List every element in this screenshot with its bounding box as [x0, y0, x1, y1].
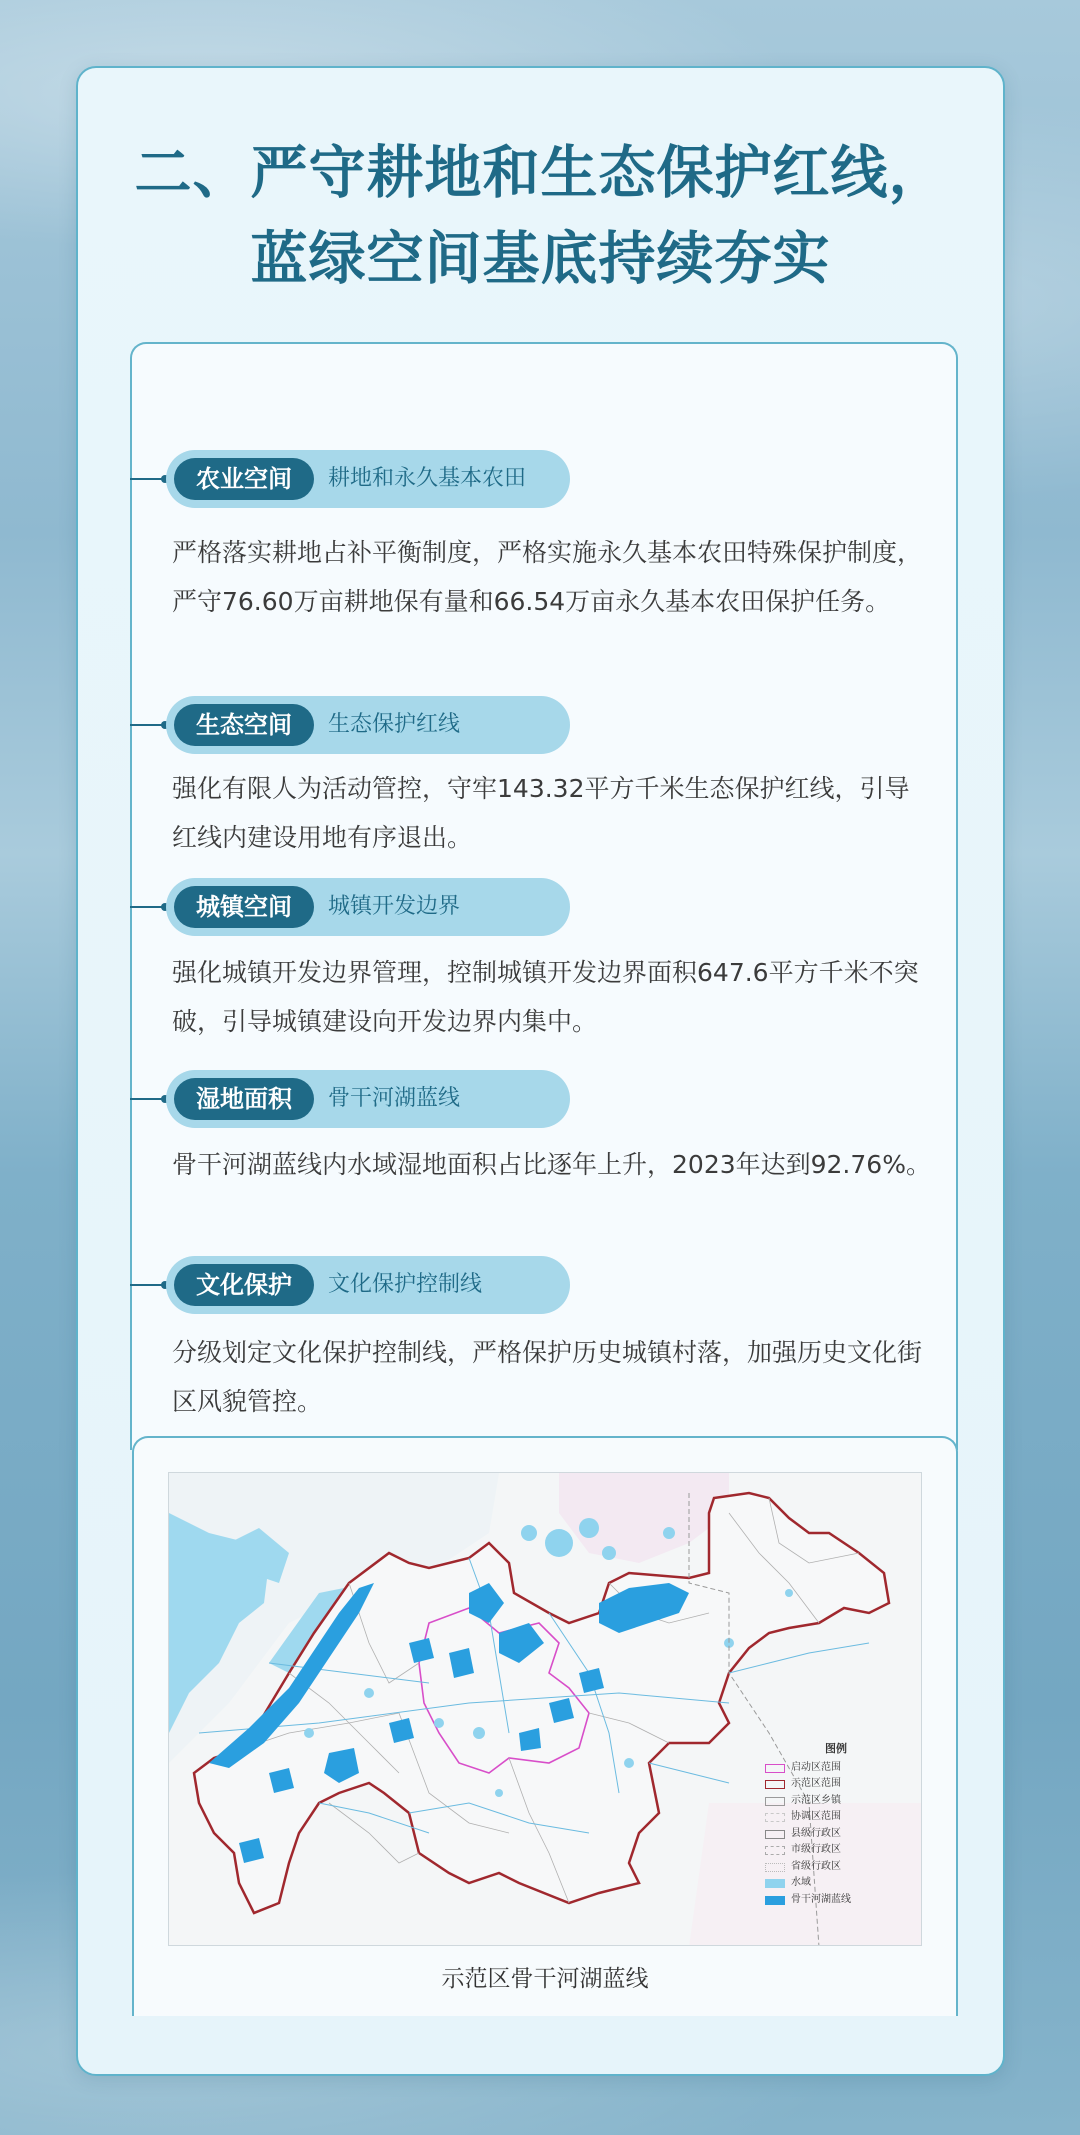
section-label: 文化保护 [174, 1264, 314, 1306]
legend-swatch [765, 1879, 785, 1888]
section-pill [166, 878, 570, 936]
legend-item: 启动区范围 [761, 1760, 911, 1777]
legend-item: 示范区乡镇 [761, 1793, 911, 1810]
page-title-line-2: 蓝绿空间基底持续夯实 [250, 226, 831, 292]
section-label: 城镇空间 [174, 886, 314, 928]
legend-title: 图例 [825, 1742, 847, 1755]
section-pill [166, 450, 570, 508]
section-pill [166, 1070, 570, 1128]
info-sheet [76, 66, 1005, 2076]
section-subtitle: 生态保护红线 [328, 712, 461, 737]
section-label: 生态空间 [174, 704, 314, 746]
map-legend [761, 1741, 911, 1908]
legend-item: 协调区范围 [761, 1809, 911, 1826]
map-card [132, 1436, 958, 2016]
section-pill [166, 1256, 570, 1314]
connector-dot [130, 906, 166, 908]
section-subtitle: 耕地和永久基本农田 [328, 466, 527, 491]
section-body: 骨干河湖蓝线内水域湿地面积占比逐年上升，2023年达到92.76%。 [172, 1150, 931, 1179]
section-label: 湿地面积 [174, 1078, 314, 1120]
page-title [78, 130, 1003, 302]
page-title-line-1: 二、严守耕地和生态保护红线， [134, 140, 947, 206]
content-card [130, 342, 958, 1450]
legend-swatch [765, 1896, 785, 1905]
section-body: 分级划定文化保护控制线，严格保护历史城镇村落，加强历史文化街区风貌管控。 [172, 1338, 923, 1416]
connector-dot [130, 724, 166, 726]
section-subtitle: 文化保护控制线 [328, 1272, 483, 1297]
legend-swatch [765, 1780, 785, 1789]
section-body: 严格落实耕地占补平衡制度，严格实施永久基本农田特殊保护制度，严守76.60万亩耕地保有量和66.54万亩永久基本农田保护任务。 [172, 538, 923, 616]
section-label: 农业空间 [174, 458, 314, 500]
connector-dot [130, 1284, 166, 1286]
legend-item: 市级行政区 [761, 1842, 911, 1859]
legend-swatch [765, 1830, 785, 1839]
legend-swatch [765, 1764, 785, 1773]
section-body: 强化城镇开发边界管理，控制城镇开发边界面积647.6平方千米不突破，引导城镇建设向开发边界内集中。 [172, 958, 919, 1036]
legend-item: 示范区范围 [761, 1776, 911, 1793]
legend-item: 县级行政区 [761, 1826, 911, 1843]
connector-dot [130, 1098, 166, 1100]
map-image [168, 1472, 922, 1946]
section-subtitle: 城镇开发边界 [328, 894, 461, 919]
legend-swatch [765, 1846, 785, 1855]
legend-swatch [765, 1797, 785, 1806]
legend-item: 骨干河湖蓝线 [761, 1892, 911, 1909]
map-caption: 示范区骨干河湖蓝线 [441, 1966, 649, 1992]
legend-item: 省级行政区 [761, 1859, 911, 1876]
legend-swatch [765, 1863, 785, 1872]
legend-swatch [765, 1813, 785, 1822]
section-pill [166, 696, 570, 754]
legend-item: 水域 [761, 1875, 911, 1892]
section-body: 强化有限人为活动管控，守牢143.32平方千米生态保护红线，引导红线内建设用地有序退出。 [172, 774, 910, 852]
section-subtitle: 骨干河湖蓝线 [328, 1086, 461, 1111]
connector-dot [130, 478, 166, 480]
